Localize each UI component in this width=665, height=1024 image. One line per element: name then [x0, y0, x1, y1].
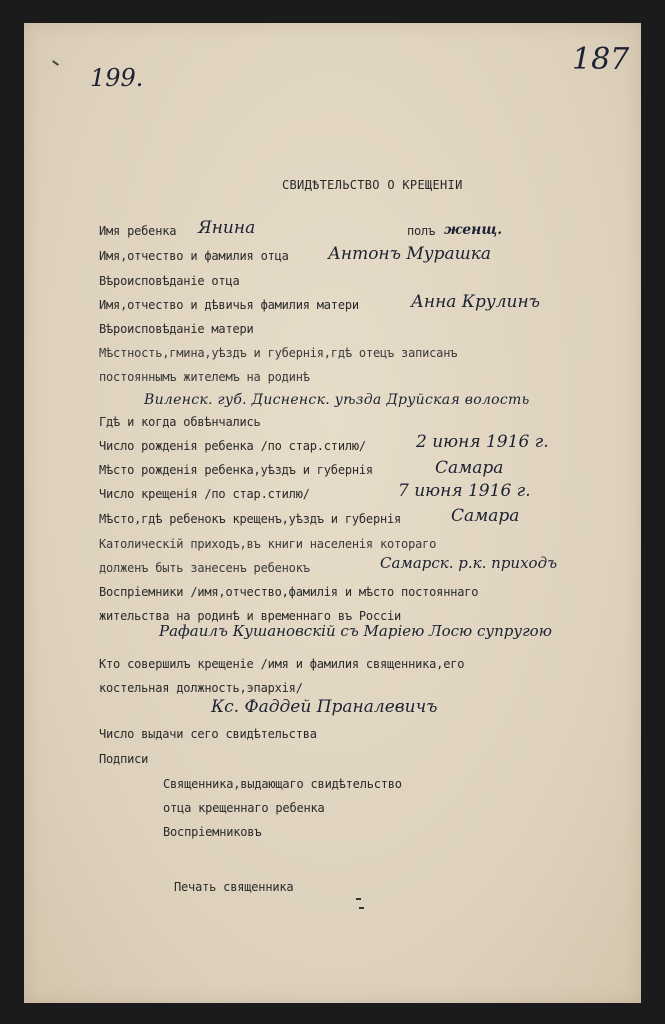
hw-baptism-date: 7 июня 1916 г. [398, 481, 531, 501]
label-birth-date: Число рожденiя ребенка /по стар.стилю/ [99, 439, 366, 453]
pen-mark [356, 898, 361, 900]
label-baptism-date: Число крещенiя /по стар.стилю/ [99, 487, 310, 501]
hw-parish: Самарск. р.к. приходъ [380, 554, 558, 572]
label-signatures: Подписи [99, 752, 149, 766]
hw-baptism-place: Самара [451, 506, 520, 526]
label-child-name: Имя ребенка [99, 224, 177, 238]
label-sex: полъ [407, 224, 436, 238]
hw-residence: Виленск. губ. Дисненск. уѣзда Друйская волость [144, 392, 530, 408]
archive-page-number-left: 199. [90, 64, 144, 92]
document-title: СВИДѢТЕЛЬСТВО О КРЕЩЕНIИ [282, 178, 463, 192]
label-priest-2: костельная должность,эпархiя/ [99, 681, 303, 695]
label-mother-religion: Вѣроисповѣданiе матери [99, 322, 254, 336]
hw-father: Антонъ Мурашка [328, 244, 492, 264]
label-baptism-place: Мѣсто,гдѣ ребенокъ крещенъ,уѣздъ и губернiя [99, 512, 402, 526]
label-godparents-signature: Воспрiемниковъ [163, 825, 262, 839]
label-parish-2: долженъ быть занесенъ ребенокъ [99, 561, 310, 575]
label-godparents-1: Воспрiемники /имя,отчество,фамилiя и мѣсто постояннаго [99, 585, 479, 599]
hw-godparents: Рафаилъ Кушановскiй съ Марiею Лосю супругою [159, 622, 552, 640]
label-marriage: Гдѣ и когда обвѣнчались [99, 415, 261, 429]
label-issue-date: Число выдачи сего свидѣтельства [99, 727, 317, 741]
hw-child-name: Янина [198, 218, 256, 238]
label-mother-name: Имя,отчество и дѣвичья фамилия матери [99, 298, 359, 312]
hw-birth-date: 2 июня 1916 г. [416, 432, 549, 452]
hw-priest-name: Кс. Фаддей Праналевичъ [211, 697, 438, 717]
hw-birth-place: Самара [435, 458, 504, 478]
label-parish-1: Католическiй приходъ,въ книги населенiя котораго [99, 537, 437, 551]
label-godparents-2: жительства на родинѣ и временнаго въ Россiи [99, 609, 402, 623]
archive-page-number-right: 187 [572, 42, 630, 77]
hw-mother: Анна Крулинъ [411, 292, 541, 312]
label-residence-2: постояннымъ жителемъ на родинѣ [99, 370, 310, 384]
label-priest-1: Кто совершилъ крещенiе /имя и фамилия священника,его [99, 657, 465, 671]
label-father-religion: Вѣроисповѣданiе отца [99, 274, 240, 288]
label-residence-1: Мѣстность,гмина,уѣздъ и губернiя,гдѣ отецъ записанъ [99, 346, 458, 360]
label-birth-place: Мѣсто рожденiя ребенка,уѣздъ и губернiя [99, 463, 373, 477]
pen-mark [359, 907, 364, 909]
label-father-name: Имя,отчество и фамилия отца [99, 249, 289, 263]
label-father-signature: отца крещеннаго ребенка [163, 801, 325, 815]
label-priest-signature: Священника,выдающаго свидѣтельство [163, 777, 402, 791]
label-seal: Печать священника [174, 880, 294, 894]
hw-sex: женщ. [444, 222, 503, 238]
